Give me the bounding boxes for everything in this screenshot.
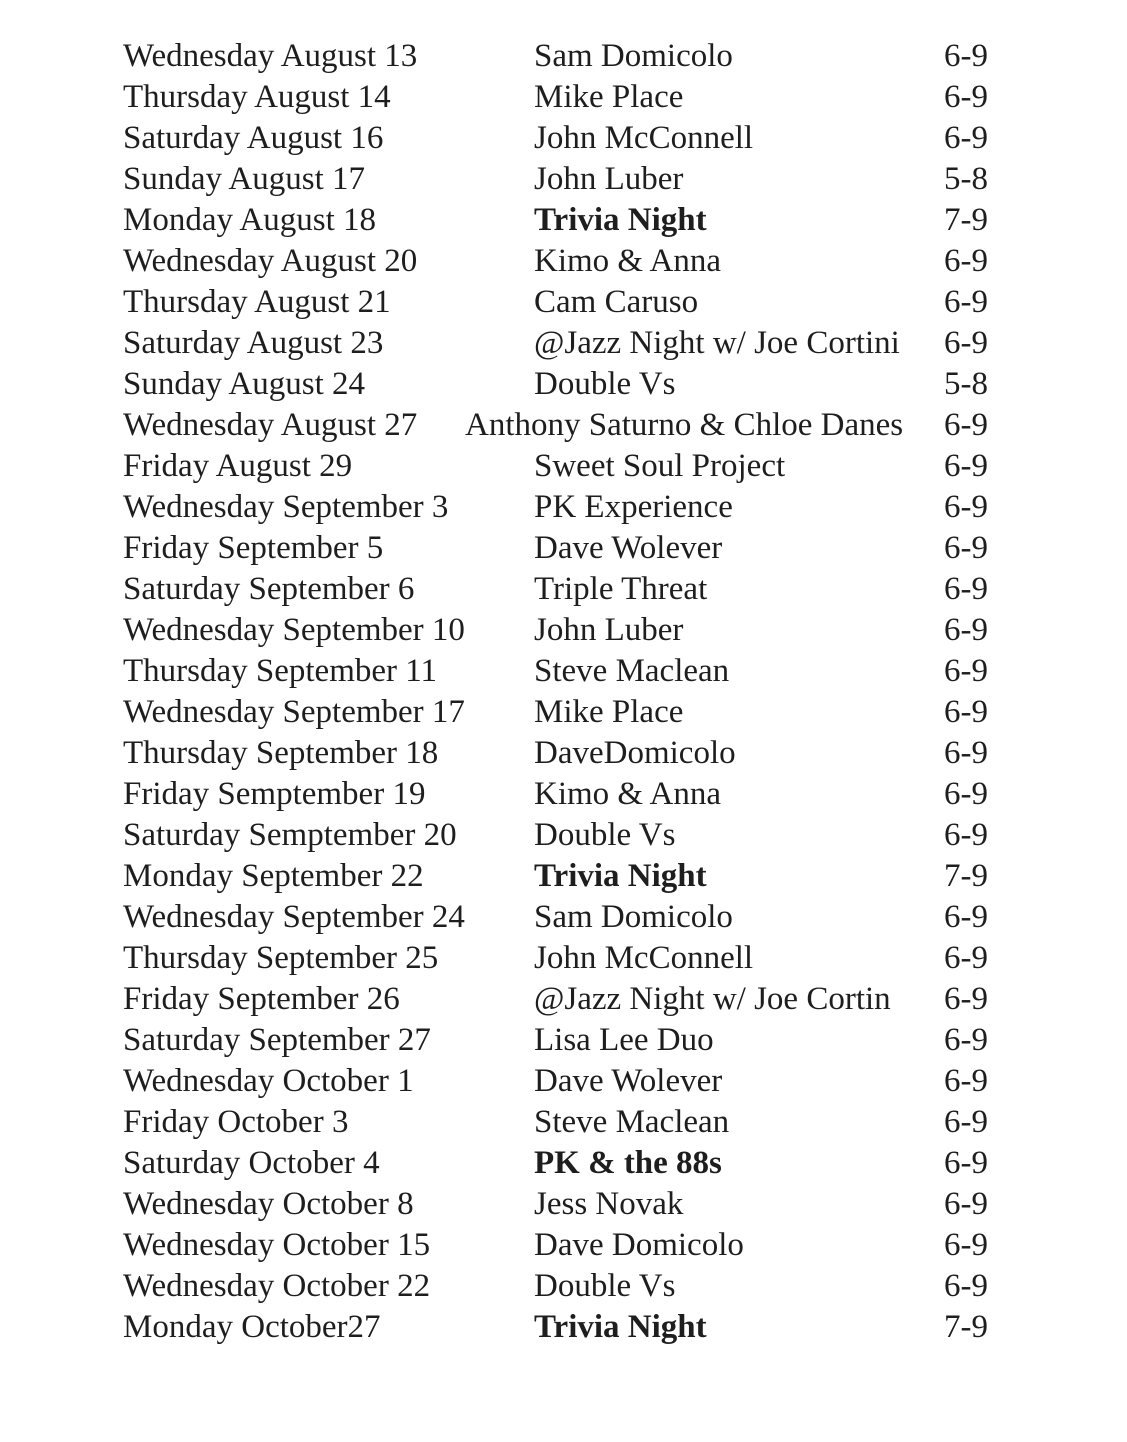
schedule-row [0, 77, 1127, 118]
event-date: Thursday September 11 [123, 653, 438, 689]
event-performer: PK & the 88s [534, 1145, 722, 1181]
event-date: Wednesday August 20 [123, 243, 418, 279]
schedule-row [0, 1061, 1127, 1102]
event-time: 7-9 [944, 858, 988, 894]
schedule-row [0, 1020, 1127, 1061]
schedule-row [0, 1102, 1127, 1143]
event-date: Monday September 22 [123, 858, 424, 894]
schedule-row [0, 364, 1127, 405]
event-performer: @Jazz Night w/ Joe Cortini [534, 325, 900, 361]
event-date: Sunday August 24 [123, 366, 366, 402]
schedule-row [0, 897, 1127, 938]
event-performer: Mike Place [534, 79, 684, 115]
event-time: 6-9 [944, 776, 988, 812]
schedule-row [0, 1143, 1127, 1184]
event-time: 6-9 [944, 1145, 988, 1181]
event-performer: Sam Domicolo [534, 899, 733, 935]
event-performer: Steve Maclean [534, 1104, 730, 1140]
event-date: Monday October27 [123, 1309, 381, 1345]
schedule-row [0, 569, 1127, 610]
event-performer: John Luber [534, 161, 684, 197]
schedule-row [0, 528, 1127, 569]
schedule-row [0, 856, 1127, 897]
event-performer: Dave Wolever [534, 1063, 723, 1099]
event-date: Saturday Semptember 20 [123, 817, 457, 853]
event-date: Saturday September 6 [123, 571, 415, 607]
event-performer: John McConnell [534, 120, 754, 156]
event-time: 6-9 [944, 735, 988, 771]
event-date: Wednesday September 17 [123, 694, 465, 730]
schedule-row [0, 774, 1127, 815]
event-time: 6-9 [944, 243, 988, 279]
event-time: 7-9 [944, 202, 988, 238]
schedule-row [0, 405, 1127, 446]
event-time: 6-9 [944, 1186, 988, 1222]
event-date: Saturday August 16 [123, 120, 384, 156]
schedule-row [0, 692, 1127, 733]
event-time: 6-9 [944, 79, 988, 115]
schedule-row [0, 610, 1127, 651]
event-time: 6-9 [944, 981, 988, 1017]
event-schedule [0, 36, 1127, 1348]
event-performer: Steve Maclean [534, 653, 730, 689]
event-time: 6-9 [944, 1268, 988, 1304]
event-date: Monday August 18 [123, 202, 377, 238]
event-time: 5-8 [944, 366, 988, 402]
event-date: Wednesday October 8 [123, 1186, 414, 1222]
event-performer: Dave Wolever [534, 530, 723, 566]
event-time: 6-9 [944, 120, 988, 156]
event-date: Saturday August 23 [123, 325, 384, 361]
event-performer: Double Vs [534, 817, 676, 853]
event-time: 5-8 [944, 161, 988, 197]
event-date: Friday August 29 [123, 448, 353, 484]
event-performer: @Jazz Night w/ Joe Cortin [534, 981, 891, 1017]
schedule-row [0, 1225, 1127, 1266]
event-time: 6-9 [944, 284, 988, 320]
event-time: 6-9 [944, 38, 988, 74]
schedule-row [0, 36, 1127, 77]
schedule-row [0, 241, 1127, 282]
event-performer: Triple Threat [534, 571, 708, 607]
event-performer: Kimo & Anna [534, 776, 721, 812]
event-date: Sunday August 17 [123, 161, 366, 197]
event-date: Thursday September 25 [123, 940, 439, 976]
event-time: 6-9 [944, 448, 988, 484]
event-performer: Cam Caruso [534, 284, 699, 320]
event-time: 7-9 [944, 1309, 988, 1345]
event-date: Saturday September 27 [123, 1022, 431, 1058]
event-date: Thursday August 21 [123, 284, 391, 320]
schedule-row [0, 1307, 1127, 1348]
event-performer: Double Vs [534, 366, 676, 402]
schedule-row [0, 446, 1127, 487]
schedule-row [0, 282, 1127, 323]
event-date: Friday October 3 [123, 1104, 349, 1140]
schedule-row [0, 1184, 1127, 1225]
event-performer: DaveDomicolo [534, 735, 736, 771]
event-performer: Double Vs [534, 1268, 676, 1304]
event-time: 6-9 [944, 694, 988, 730]
event-performer: Trivia Night [534, 202, 707, 238]
event-performer: Trivia Night [534, 858, 707, 894]
event-performer: John McConnell [534, 940, 754, 976]
event-time: 6-9 [944, 325, 988, 361]
event-time: 6-9 [944, 489, 988, 525]
event-performer: Trivia Night [534, 1309, 707, 1345]
event-performer: John Luber [534, 612, 684, 648]
event-date: Wednesday October 15 [123, 1227, 431, 1263]
event-time: 6-9 [944, 612, 988, 648]
event-date: Saturday October 4 [123, 1145, 380, 1181]
event-time: 6-9 [944, 653, 988, 689]
event-date: Thursday September 18 [123, 735, 439, 771]
event-performer: Sweet Soul Project [534, 448, 786, 484]
schedule-row [0, 118, 1127, 159]
event-date: Wednesday October 1 [123, 1063, 414, 1099]
schedule-row [0, 323, 1127, 364]
event-time: 6-9 [944, 899, 988, 935]
event-date: Wednesday September 10 [123, 612, 465, 648]
schedule-row [0, 979, 1127, 1020]
schedule-row [0, 815, 1127, 856]
event-date: Friday September 5 [123, 530, 384, 566]
event-performer: Mike Place [534, 694, 684, 730]
event-performer: Dave Domicolo [534, 1227, 744, 1263]
event-date: Wednesday September 24 [123, 899, 465, 935]
event-time: 6-9 [944, 817, 988, 853]
event-date: Wednesday August 13 [123, 38, 418, 74]
schedule-row [0, 200, 1127, 241]
event-time: 6-9 [944, 407, 988, 443]
event-time: 6-9 [944, 1227, 988, 1263]
event-time: 6-9 [944, 1063, 988, 1099]
event-time: 6-9 [944, 1022, 988, 1058]
event-performer: Kimo & Anna [534, 243, 721, 279]
event-performer: PK Experience [534, 489, 733, 525]
event-date: Wednesday August 27 [123, 407, 418, 443]
schedule-row [0, 487, 1127, 528]
event-time: 6-9 [944, 1104, 988, 1140]
event-time: 6-9 [944, 530, 988, 566]
event-date: Friday September 26 [123, 981, 400, 1017]
schedule-row [0, 733, 1127, 774]
schedule-row [0, 938, 1127, 979]
event-date: Thursday August 14 [123, 79, 391, 115]
event-time: 6-9 [944, 940, 988, 976]
event-date: Friday Semptember 19 [123, 776, 426, 812]
event-time: 6-9 [944, 571, 988, 607]
schedule-row [0, 159, 1127, 200]
event-performer: Sam Domicolo [534, 38, 733, 74]
event-performer: Anthony Saturno & Chloe Danes [465, 407, 904, 443]
event-date: Wednesday September 3 [123, 489, 449, 525]
event-performer: Jess Novak [534, 1186, 684, 1222]
schedule-row [0, 651, 1127, 692]
event-performer: Lisa Lee Duo [534, 1022, 714, 1058]
event-date: Wednesday October 22 [123, 1268, 431, 1304]
schedule-row [0, 1266, 1127, 1307]
